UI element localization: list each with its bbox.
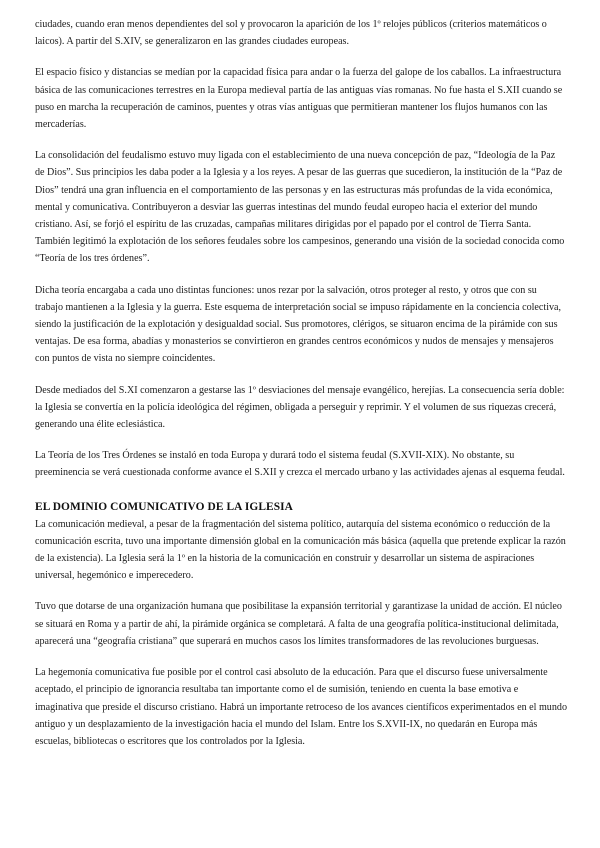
paragraph-peace-of-god: La consolidación del feudalismo estuvo muy ligada con el establecimiento de una nueva concepción de paz, “Ideología de la Paz de Dios”. Sus principios les daba poder a la Iglesia y a los reyes. A pesar de las guerras que sucedieron, la institución de la “Paz de Dios” tendrá una gran influencia en el comportamiento de las personas y en las estructuras más profundas de la vida económica, mental y comunicativa. Contribuyeron a desviar las guerras intestinas del mundo feudal europeo hacia el exterior del mundo cristiano. Así, se forjó el espíritu de las cruzadas, campañas militares dirigidas por el papado por el control de Tierra Santa. También legitimó la explotación de los señores feudales sobre los campesinos, generando una visión de la sociedad conocida como “Teoría de los tres órdenes”. [35, 150, 565, 265]
document-page [35, 16, 567, 764]
paragraph-human-organization: Tuvo que dotarse de una organización humana que posibilitase la expansión territorial y garantizase la unidad de acción. El núcleo se situará en Roma y a partir de ahí, la pirámide orgánica se completará. A falta de una geografía política-institucional delimitada, aparecerá una “geografía cristiana” que superará en muchos casos los límites transformadores de las revoluciones burguesas. [35, 601, 562, 647]
paragraph-education-control: La hegemonía comunicativa fue posible por el control casi absoluto de la educación. Para que el discurso fuese universalmente aceptado, el principio de ignorancia resultaba tan importante como el de sumisión, teniendo en cuenta la base emotiva e imaginativa que preside el discurso cristiano. Habrá un importante retroceso de los avances científicos experimentados en el mundo antiguo y un desplazamiento de la investigación hacia el mundo del Islam. Entre los S.XVII-IX, no quedarán en Europa más escuelas, bibliotecas o escritores que los controlados por la Iglesia. [35, 667, 567, 747]
paragraph-medieval-communication: La comunicación medieval, a pesar de la fragmentación del sistema político, autarquía del sistema económico o reducción de la comunicación escrita, tuvo una importante dimensión global en la comunicación más básica (aquella que pretende explicar la razón de la existencia). La Iglesia será la 1º en la historia de la comunicación en construir y desarrollar un sistema de aspiraciones universal, hegemónico e imperecedero. [35, 518, 566, 582]
paragraph-theory-expansion: La Teoría de los Tres Órdenes se instaló en toda Europa y durará todo el sistema feudal (S.XVII-XIX). No obstante, su preeminencia se verá cuestionada conforme avance el S.XII y crezca el mercado urbano y las actividades ajenas al esquema feudal. [35, 450, 565, 479]
paragraph-heresies: Desde mediados del S.XI comenzaron a gestarse las 1º desviaciones del mensaje evangélico, herejías. La consecuencia sería doble: la Iglesia se convertía en la policía ideológica del régimen, obligada a perseguir y reprimir. Y el volumen de sus riquezas crecerá, generando una élite eclesiástica. [35, 384, 565, 431]
section-heading: EL DOMINIO COMUNICATIVO DE LA IGLESIA [35, 500, 294, 513]
paragraph-space-distances: El espacio físico y distancias se medían por la capacidad física para andar o la fuerza del galope de los caballos. La infraestructura básica de las comunicaciones terrestres en la Europa medieval partía de las antiguas vías romanas. No fue hasta el S.XII cuando se puso en marcha la recuperación de caminos, puentes y otras vías antiguas que permitieran mantener los flujos humanos con las mercaderías. [35, 67, 563, 131]
paragraph-three-orders: Dicha teoría encargaba a cada uno distintas funciones: unos rezar por la salvación, otros proteger al resto, y otros que con su trabajo mantienen a la Iglesia y la guerra. Este esquema de interpretación social se impuso rápidamente en la conciencia colectiva, siendo la justificación de la explotación y desigualdad social. Sus promotores, clérigos, se situaron encima de la pirámide con sus ventajas. De esa forma, abadías y monasterios se convirtieron en grandes centros económicos y nudos de mensajes y mensajeros con puntos de vista no siempre coincidentes. [35, 284, 562, 365]
paragraph-clocks: ciudades, cuando eran menos dependientes del sol y provocaron la aparición de los 1º relojes públicos (criterios matemáticos o laicos). A partir del S.XIV, se generalizaron en las grandes ciudades europeas. [35, 19, 547, 48]
